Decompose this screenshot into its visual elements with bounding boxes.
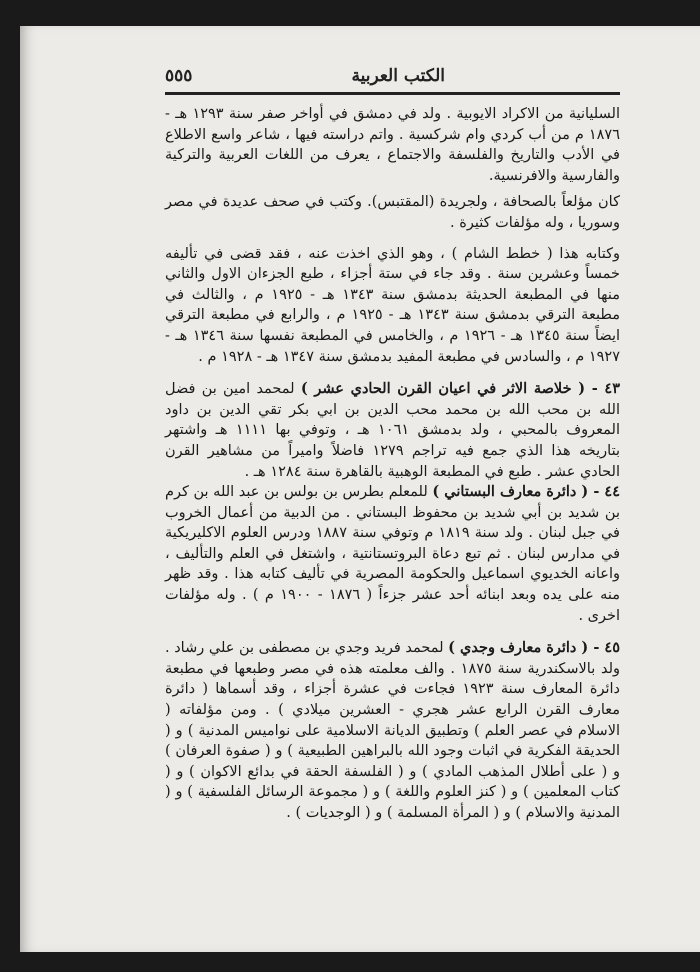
header-rule (165, 92, 620, 95)
running-title: الكتب العربية (351, 66, 445, 86)
entry-43 (165, 379, 620, 482)
page-header (165, 66, 620, 90)
entry-44-heading: ٤٤ - ( دائرة معارف البستاني ) (432, 483, 620, 501)
paragraph-book-description: وكتابه هذا ( خطط الشام ) ، وهو الذي اخذت عنه ، فقد قضى في تأليفه خمساً وعشرين سنة . وقد جاء في ستة أجزاء ، طبع الجزءان الاول والثاني منها في المطبعة الحديثة بدمشق سنة ١٣٤٣ هـ - ١٩٢٥ م ، والثالث في مطبعة الترقي بدمشق سنة ١٣٤٣ هـ - ١٩٢٥ م ، والرابع في مطبعة الترقي ايضاً سنة ١٣٤٥ هـ - ١٩٢٦ م ، والخامس في المطبعة نفسها سنة ١٣٤٦ هـ - ١٩٢٧ م ، والسادس في مطبعة المفيد بدمشق سنة ١٣٤٧ هـ - ١٩٢٨ م . (165, 245, 621, 365)
page-body (165, 104, 620, 824)
entry-43-heading: ٤٣ - ( خلاصة الاثر في اعيان القرن الحادي عشر ) (300, 380, 620, 398)
entry-44 (165, 482, 620, 626)
paragraph-journalism: كان مؤلعاً بالصحافة ، ولجريدة (المقتبس). وكتب في صحف عديدة في مصر وسوريا ، وله مؤلفات كثيرة . (165, 194, 620, 231)
entry-45-text: لمحمد فريد وجدي بن مصطفى بن علي رشاد . ولد بالاسكندرية سنة ١٨٧٥ . والف معلمته هذه في مصر وطبعها في مطبعة دائرة المعارف سنة ١٩٢٣ فجاءت في عشرة أجزاء ، وقد أسماها ( دائرة معارف القرن الرابع عشر هجري - العشرين ميلادي ) . ومن مؤلفاته ( الاسلام في عصر العلم ) وتطبيق الديانة الاسلامية على نواميس المدنية ) و ( الحديقة الفكرية في اثبات وجود الله بالبراهين الطبيعية ) و ( صفوة العرفان ) و ( على أطلال المذهب المادي ) و ( الفلسفة الحقة في بدائع الاكوان ) و ( كتاب المعلمين ) و ( كنز العلوم واللغة ) و ( مجموعة الرسائل الفلسفية ) و ( المدنية والاسلام ) و ( المرأة المسلمة ) و ( الوجديات ) . (165, 640, 620, 821)
paragraph-biography: السليانية من الاكراد الايوبية . ولد في دمشق في أواخر صفر سنة ١٢٩٣ هـ - ١٨٧٦ م من أب كردي وام شركسية . واتم دراسته فيها ، شاعر واسع الاطلاع في الأدب والتاريخ والفلسفة والاجتماع ، يعرف من اللغات العربية والتركية والفارسية والافرنسية. (165, 106, 620, 184)
entry-45-heading: ٤٥ - ( دائرة معارف وجدي ) (448, 639, 620, 657)
entry-43-text: لمحمد امين بن فضل الله بن محب الله بن محمد محب الدين بن ابي بكر تقي الدين بن داود المعروف بالمحبي ، ولد بدمشق ١٠٦١ هـ ، وتوفي بها ١١١١ هـ واشتهر بتاريخه هذا الذي جمع فيه تراجم ١٢٧٩ فاضلاً واميراً من مشاهير القرن الحادي عشر . طبع في المطبعة الوهبية بالقاهرة سنة ١٢٨٤ هـ . (165, 381, 621, 480)
entry-45 (165, 638, 620, 823)
page-number: ٥٥٥ (165, 66, 193, 86)
entry-44-text: للمعلم بطرس بن بولس بن عبد الله بن كرم بن شديد بن أبي شديد بن محفوظ البستاني . من الدبية من أعمال الخروب في جبل لبنان . ولد سنة ١٨١٩ م وتوفي سنة ١٨٨٧ ودرس العلوم الاكليريكية في مدارس لبنان . ثم تبع دعاة البروتستانتية ، واشتغل في العلم والتأليف ، واعانه الخديوي اسماعيل والحكومة المصرية في تأليف كتابه هذا . وقد ظهر منه على يده وبعد ابنائه أحد عشر جزءاً ( ١٨٧٦ - ١٩٠٠ م ) . وله مؤلفات اخرى . (165, 484, 620, 624)
